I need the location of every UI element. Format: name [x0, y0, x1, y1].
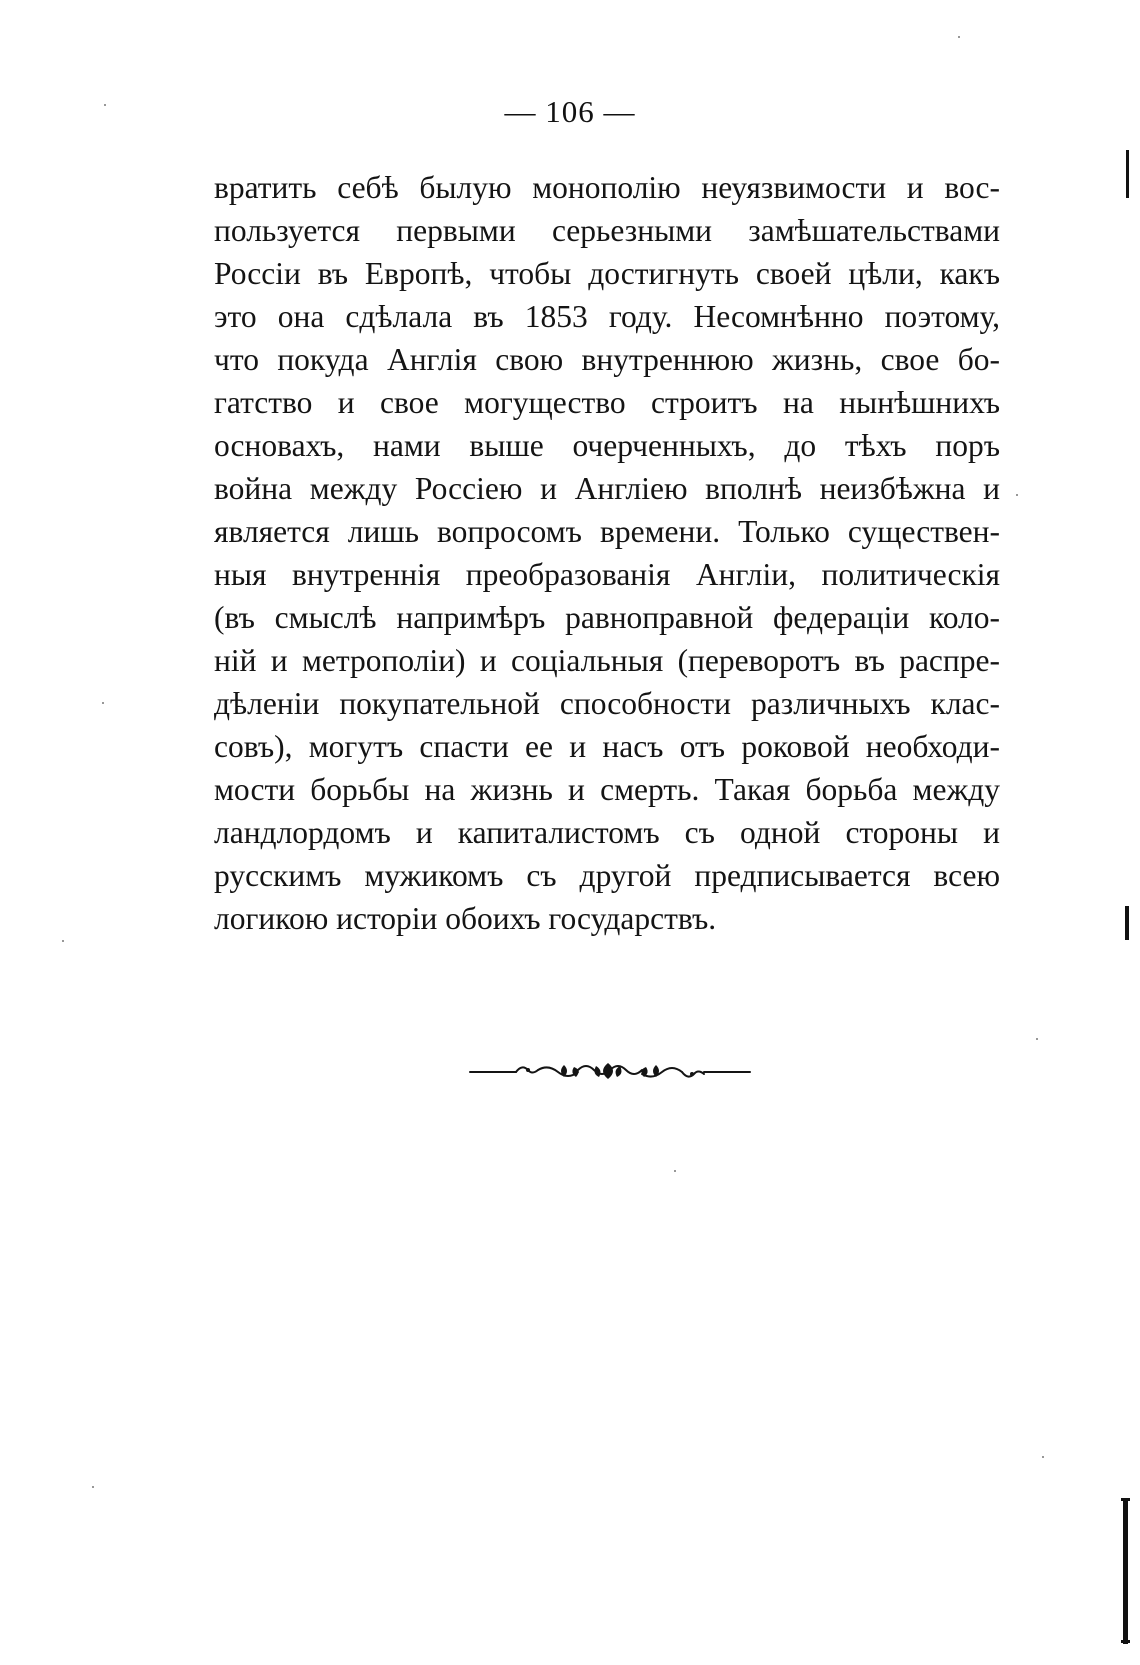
text-line: гатство и свое могущество строитъ на нынѣшнихъ — [214, 385, 1000, 420]
text-line: основахъ, нами выше очерченныхъ, до тѣхъ поръ — [214, 428, 1000, 463]
text-line: что покуда Англія свою внутреннюю жизнь, свое бо- — [214, 342, 1000, 377]
binding-edge-mark — [1121, 1498, 1130, 1501]
scan-speck — [104, 104, 106, 106]
text-line: пользуется первыми серьезными замѣшательствами — [214, 213, 1000, 248]
body-text — [214, 166, 1000, 940]
text-line: Россіи въ Европѣ, чтобы достигнуть своей цѣли, какъ — [214, 256, 1000, 291]
text-line: война между Россіею и Англіею вполнѣ неизбѣжна и — [214, 471, 1000, 506]
scan-speck — [102, 702, 104, 704]
text-line: (въ смыслѣ напримѣръ равноправной федераціи коло- — [214, 600, 1000, 635]
scan-speck — [62, 940, 64, 942]
text-line: ній и метрополіи) и соціальныя (переворотъ въ распре- — [214, 643, 1000, 678]
decorative-vine-ornament-icon — [468, 1057, 752, 1085]
scan-speck — [1042, 1456, 1044, 1458]
scan-speck — [1036, 1038, 1038, 1040]
page-number: — 106 — — [504, 94, 636, 129]
scan-speck — [674, 1170, 676, 1172]
text-line: вратить себѣ былую монополію неуязвимости и вос- — [214, 170, 1000, 205]
text-line: ландлордомъ и капиталистомъ съ одной стороны и — [214, 815, 1000, 850]
text-line: ныя внутреннія преобразованія Англіи, политическія — [214, 557, 1000, 592]
text-line: мости борьбы на жизнь и смерть. Такая борьба между — [214, 772, 1000, 807]
text-line: это она сдѣлала въ 1853 году. Несомнѣнно поэтому, — [214, 299, 1000, 334]
binding-edge-mark — [1126, 150, 1129, 198]
scan-speck — [92, 1486, 94, 1488]
binding-edge-mark — [1121, 1640, 1130, 1643]
binding-edge-mark — [1123, 1498, 1128, 1644]
text-line: является лишь вопросомъ времени. Только существен- — [214, 514, 1000, 549]
binding-edge-mark — [1125, 906, 1129, 940]
scan-speck — [958, 36, 960, 38]
text-line: совъ), могутъ спасти ее и насъ отъ роковой необходи- — [214, 729, 1000, 764]
text-line-last: логикою исторіи обоихъ государствъ. — [214, 901, 717, 936]
text-line: дѣленіи покупательной способности различныхъ клас- — [214, 686, 1000, 721]
scan-speck — [1016, 494, 1018, 496]
text-line: русскимъ мужикомъ съ другой предписывается всею — [214, 858, 1000, 893]
